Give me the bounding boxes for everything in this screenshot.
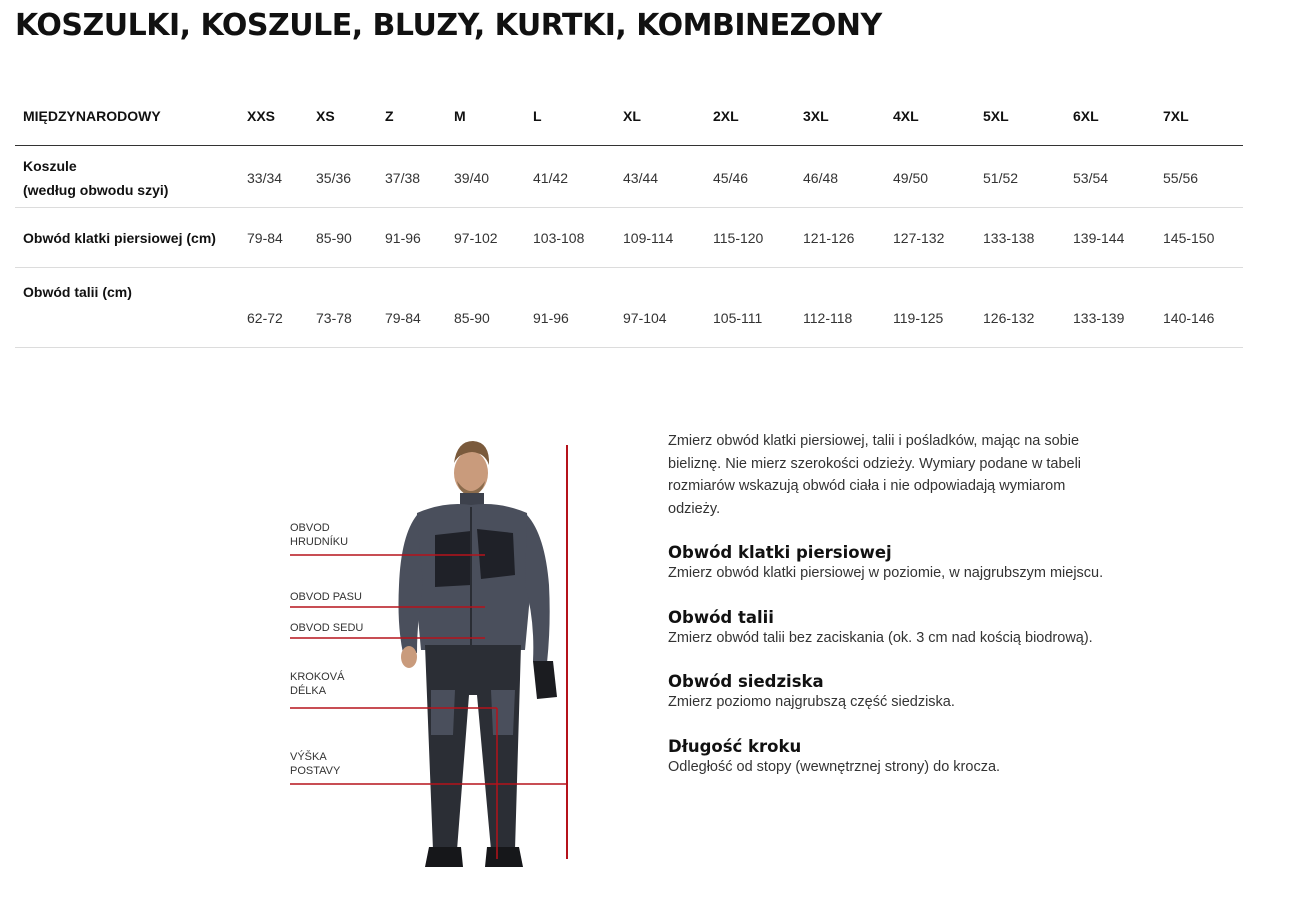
table-cell: 53/54 [1065,146,1155,208]
size-header: 2XL [705,86,795,146]
model-trousers [425,645,521,850]
header-label: MIĘDZYNARODOWY [15,86,239,146]
model-gloves-icon [533,661,557,699]
instruction-section [668,737,1118,779]
table-cell: 85-90 [446,268,525,348]
table-cell: 73-78 [308,268,377,348]
table-row [15,208,1243,268]
instruction-section [668,672,1118,714]
table-cell: 51/52 [975,146,1065,208]
table-cell: 41/42 [525,146,615,208]
table-cell: 79-84 [377,268,446,348]
table-cell: 133-139 [1065,268,1155,348]
section-text: Zmierz obwód klatki piersiowej w poziomie, w najgrubszym miejscu. [668,565,1104,581]
section-text: Odległość od stopy (wewnętrznej strony) do krocza. [668,758,1001,775]
page-title: KOSZULKI, KOSZULE, BLUZY, KURTKI, KOMBINEZONY [15,8,882,43]
measurement-instructions [668,430,1118,778]
table-cell: 126-132 [975,268,1065,348]
table-cell: 109-114 [615,208,705,268]
row-label [15,146,239,208]
table-row [15,268,1243,348]
size-table-header-row [15,86,1243,146]
table-cell: 33/34 [239,146,308,208]
instruction-section [668,543,1118,585]
section-title: Obwód klatki piersiowej [668,543,892,562]
section-text: Zmierz poziomo najgrubszą część siedziska. [668,694,955,710]
size-header: Z [377,86,446,146]
table-cell: 115-120 [705,208,795,268]
table-row [15,146,1243,208]
table-cell: 62-72 [239,268,308,348]
row-label-line: (według obwodu szyi) [23,181,169,198]
chest-label: OBVOD HRUDNÍKU [290,522,349,548]
size-header: M [446,86,525,146]
size-table [15,86,1243,348]
height-label: VÝŠKA POSTAVY [290,751,341,777]
size-header: XL [615,86,705,146]
table-cell: 139-144 [1065,208,1155,268]
table-cell: 145-150 [1155,208,1243,268]
table-cell: 85-90 [308,208,377,268]
table-cell: 55/56 [1155,146,1243,208]
size-header: XXS [239,86,308,146]
section-title: Długość kroku [668,736,802,756]
table-cell: 97-104 [615,268,705,348]
model-illustration [285,435,585,880]
size-header: L [525,86,615,146]
measurement-figure [285,435,585,880]
table-cell: 35/36 [308,146,377,208]
crotch-label: KROKOVÁ DÉLKA [290,671,345,697]
table-cell: 140-146 [1155,268,1243,348]
table-cell: 121-126 [795,208,885,268]
size-header: 3XL [795,86,885,146]
table-cell: 127-132 [885,208,975,268]
table-cell: 97-102 [446,208,525,268]
row-label: Obwód talii (cm) [15,268,239,348]
section-title: Obwód talii [668,607,774,627]
model-jacket [415,504,531,650]
size-header: 4XL [885,86,975,146]
seat-label: OBVOD SEDU [290,622,364,634]
table-cell: 91-96 [377,208,446,268]
table-cell: 133-138 [975,208,1065,268]
table-cell: 105-111 [705,268,795,348]
table-cell: 49/50 [885,146,975,208]
model-shoe [425,847,463,867]
waist-label: OBVOD PASU [290,591,362,603]
row-label-line: Koszule [23,157,77,174]
size-header: XS [308,86,377,146]
table-cell: 103-108 [525,208,615,268]
size-header: 6XL [1065,86,1155,146]
table-cell: 43/44 [615,146,705,208]
instruction-section [668,608,1118,650]
table-cell: 119-125 [885,268,975,348]
row-label: Obwód klatki piersiowej (cm) [15,208,239,268]
model-jacket-panel [435,531,471,587]
table-cell: 79-84 [239,208,308,268]
table-cell: 39/40 [446,146,525,208]
table-cell: 91-96 [525,268,615,348]
table-cell: 37/38 [377,146,446,208]
model-shoe [485,847,523,867]
section-text: Zmierz obwód talii bez zaciskania (ok. 3 cm nad kością biodrową). [668,629,1093,646]
model-head [454,451,488,495]
size-header: 7XL [1155,86,1243,146]
table-cell: 112-118 [795,268,885,348]
intro-text: Zmierz obwód klatki piersiowej, talii i pośladków, mając na sobie bieliznę. Nie mierz szerokości odzieży. Wymiary podane w tabeli rozmiarów wskazują obwód ciała i nie odpowiadają wymiarom odzieży. [668,433,1082,517]
table-cell: 45/46 [705,146,795,208]
table-cell: 46/48 [795,146,885,208]
size-header: 5XL [975,86,1065,146]
model-right-arm [525,515,550,663]
model-left-hand [401,646,417,668]
model-jacket-panel [477,529,515,579]
section-title: Obwód siedziska [668,672,824,691]
